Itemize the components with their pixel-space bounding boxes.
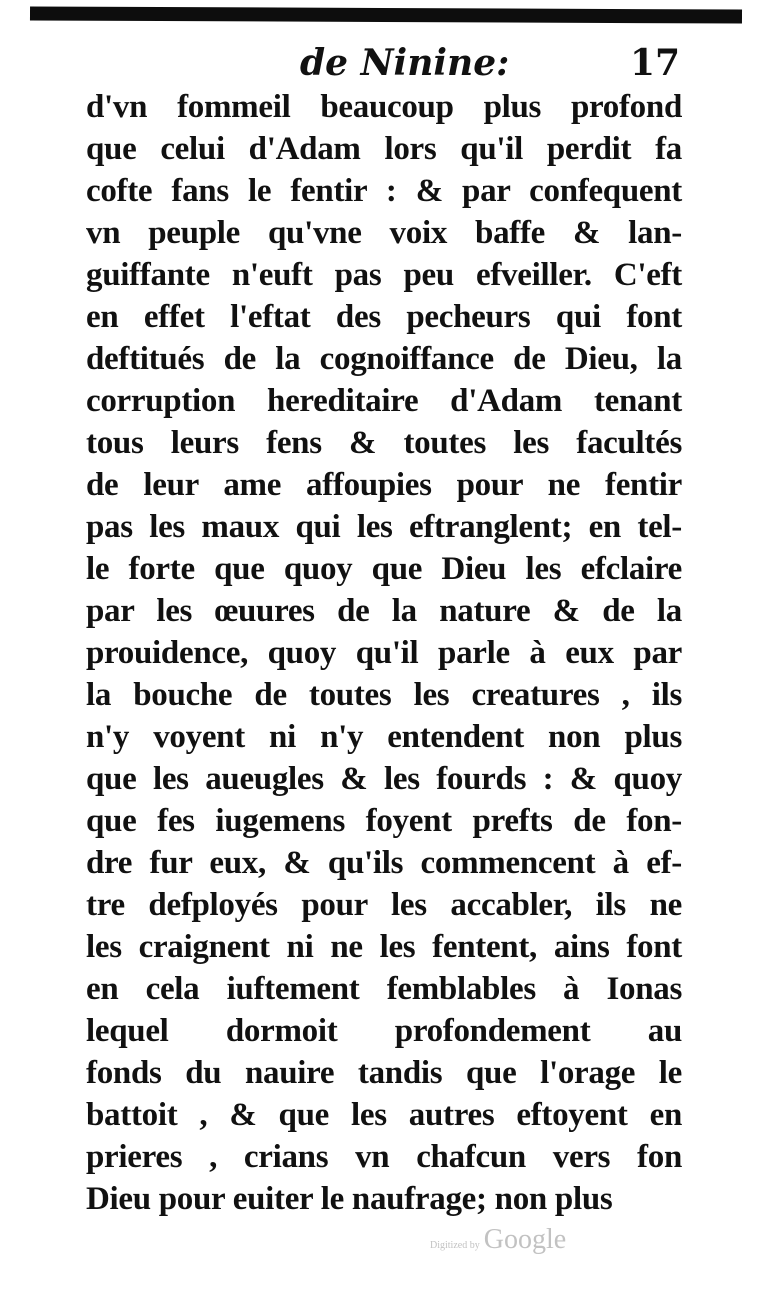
top-rule — [30, 6, 742, 23]
text-line: tous leurs fens & toutes les facultés — [86, 425, 682, 461]
text-line: fonds du nauire tandis que l'orage le — [86, 1055, 682, 1091]
text-line: que les aueugles & les fourds : & quoy — [86, 761, 682, 797]
text-line: prieres , crians vn chafcun vers fon — [86, 1139, 682, 1175]
text-line: tre defployés pour les accabler, ils ne — [86, 887, 682, 923]
text-line: lequel dormoit profondement au — [86, 1013, 682, 1049]
text-line: par les œuures de la nature & de la — [86, 593, 682, 629]
text-line: en cela iuftement femblables à Ionas — [86, 971, 682, 1007]
running-head: de Ninine: — [300, 42, 510, 84]
text-line: pas les maux qui les eftranglent; en tel- — [86, 509, 682, 545]
text-line: la bouche de toutes les creatures , ils — [86, 677, 682, 713]
watermark-brand: Google — [483, 1224, 567, 1255]
text-line: guiffante n'euft pas peu efveiller. C'eft — [86, 257, 682, 293]
text-line: vn peuple qu'vne voix baffe & lan- — [86, 215, 682, 251]
text-line: en effet l'eftat des pecheurs qui font — [86, 299, 682, 335]
text-line: Dieu pour euiter le naufrage; non plus — [86, 1181, 613, 1217]
page-number: 17 — [630, 42, 681, 84]
text-line: dre fur eux, & qu'ils commencent à ef- — [86, 845, 682, 881]
text-body — [86, 86, 682, 1220]
text-line: que fes iugemens foyent prefts de fon- — [86, 803, 682, 839]
watermark-prefix: Digitized by — [430, 1240, 480, 1251]
text-line: deftitués de la cognoiffance de Dieu, la — [86, 341, 682, 377]
text-line: n'y voyent ni n'y entendent non plus — [86, 719, 682, 755]
text-line: d'vn fommeil beaucoup plus profond — [86, 89, 682, 125]
text-line: de leur ame affoupies pour ne fentir — [86, 467, 682, 503]
text-line: cofte fans le fentir : & par confequent — [86, 173, 682, 209]
text-line: battoit , & que les autres eftoyent en — [86, 1097, 682, 1133]
text-line: le forte que quoy que Dieu les efclaire — [86, 551, 682, 587]
text-line: corruption hereditaire d'Adam tenant — [86, 383, 682, 419]
text-line: prouidence, quoy qu'il parle à eux par — [86, 635, 682, 671]
text-line: que celui d'Adam lors qu'il perdit fa — [86, 131, 682, 167]
digitized-watermark — [430, 1224, 566, 1256]
text-line: les craignent ni ne les fentent, ains font — [86, 929, 682, 965]
